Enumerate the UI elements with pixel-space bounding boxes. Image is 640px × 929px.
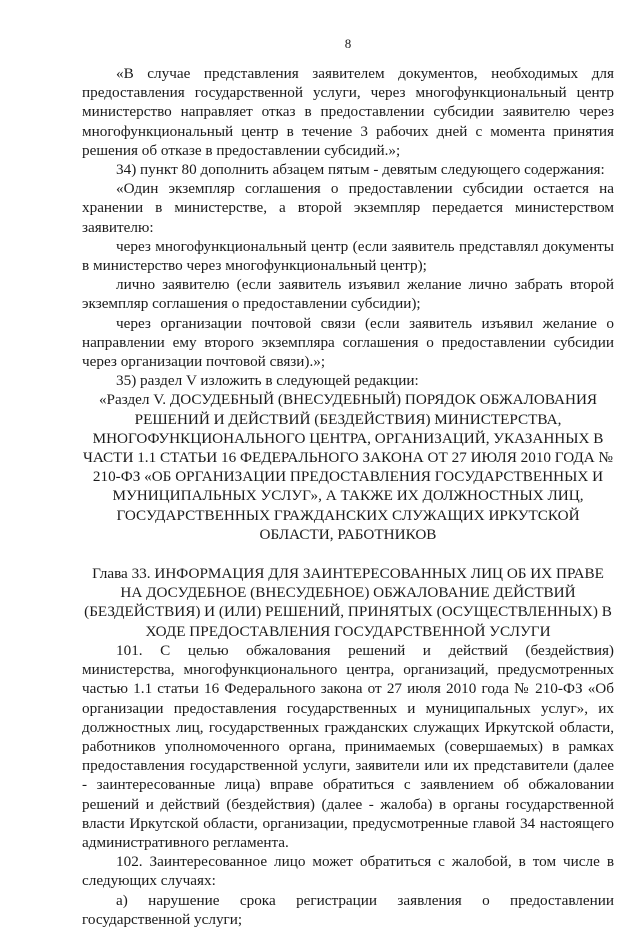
paragraph: через многофункциональный центр (если заявитель представлял документы в министерство через многофункциональный центр); xyxy=(82,237,614,275)
paragraph: а) нарушение срока регистрации заявления о предоставлении государственной услуги; xyxy=(82,891,614,928)
paragraph: через организации почтовой связи (если заявитель изъявил желание о направлении ему второго экземпляра соглашения о предоставлении субсидии через организации почтовой связи).»; xyxy=(82,314,614,371)
paragraph: «В случае представления заявителем документов, необходимых для предоставления государственной услуги, через многофункциональный центр министерство направляет отказ в предоставлении субсидии заявителю через многофункциональный центр в течение 3 рабочих дней с момента принятия решения об отказе в предоставлении субсидий.»; xyxy=(82,65,614,159)
paragraph: «Один экземпляр соглашения о предоставлении субсидии остается на хранении в министерстве, а второй экземпляр передается министерством заявителю: xyxy=(82,180,614,236)
paragraph: лично заявителю (если заявитель изъявил желание лично забрать второй экземпляр соглашения о предоставлении субсидии); xyxy=(82,276,614,313)
paragraph: 35) раздел V изложить в следующей редакции: xyxy=(116,372,419,390)
page-number: 8 xyxy=(344,36,352,51)
paragraph: 101. С целью обжалования решений и действий (бездействия) министерства, многофункционального центра, организаций, предусмотренных частью 1.1 статьи 16 Федерального закона от 27 июля 2010 года № 210-ФЗ «Об организации предоставления государственных и муниципальных услуг», их должностных лиц, государственных гражданских служащих Иркутской области, работников уполномоченного органа, принимаемых (совершаемых) в рамках предоставления государственной услуги, заявители или их представители (далее - заинтересованные лица) вправе обратиться с заявлением об обжаловании решений и действий (бездействия) (далее - жалоба) в органы государственной власти Иркутской области, организации, предусмотренные главой 34 настоящего административного регламента. xyxy=(82,641,614,851)
section-heading: «Раздел V. ДОСУДЕБНЫЙ (ВНЕСУДЕБНЫЙ) ПОРЯДОК ОБЖАЛОВАНИЯ РЕШЕНИЙ И ДЕЙСТВИЙ (БЕЗДЕЙСТВИЯ) МИНИСТЕРСТВА, МНОГОФУНКЦИОНАЛЬНОГО ЦЕНТРА, ОРГАНИЗАЦИЙ, УКАЗАННЫХ В ЧАСТИ 1.1 СТАТЬИ 16 ФЕДЕРАЛЬНОГО ЗАКОНА ОТ 27 ИЮЛЯ 2010 ГОДА № 210-ФЗ «ОБ ОРГАНИЗАЦИИ ПРЕДОСТАВЛЕНИЯ ГОСУДАРСТВЕННЫХ И МУНИЦИПАЛЬНЫХ УСЛУГ», А ТАКЖЕ ИХ ДОЛЖНОСТНЫХ ЛИЦ, ГОСУДАРСТВЕННЫХ ГРАЖДАНСКИХ СЛУЖАЩИХ ИРКУТСКОЙ ОБЛАСТИ, РАБОТНИКОВ xyxy=(82,391,614,543)
paragraph: 102. Заинтересованное лицо может обратиться с жалобой, в том числе в следующих случаях: xyxy=(82,853,614,890)
spacer xyxy=(82,544,614,564)
document-body xyxy=(82,64,614,929)
paragraph: 34) пункт 80 дополнить абзацем пятым - девятым следующего содержания: xyxy=(116,161,605,179)
chapter-heading: Глава 33. ИНФОРМАЦИЯ ДЛЯ ЗАИНТЕРЕСОВАННЫХ ЛИЦ ОБ ИХ ПРАВЕ НА ДОСУДЕБНОЕ (ВНЕСУДЕБНОЕ) ОБЖАЛОВАНИЕ ДЕЙСТВИЙ (БЕЗДЕЙСТВИЯ) И (ИЛИ) РЕШЕНИЙ, ПРИНЯТЫХ (ОСУЩЕСТВЛЕННЫХ) В ХОДЕ ПРЕДОСТАВЛЕНИЯ ГОСУДАРСТВЕННОЙ УСЛУГИ xyxy=(84,565,612,640)
